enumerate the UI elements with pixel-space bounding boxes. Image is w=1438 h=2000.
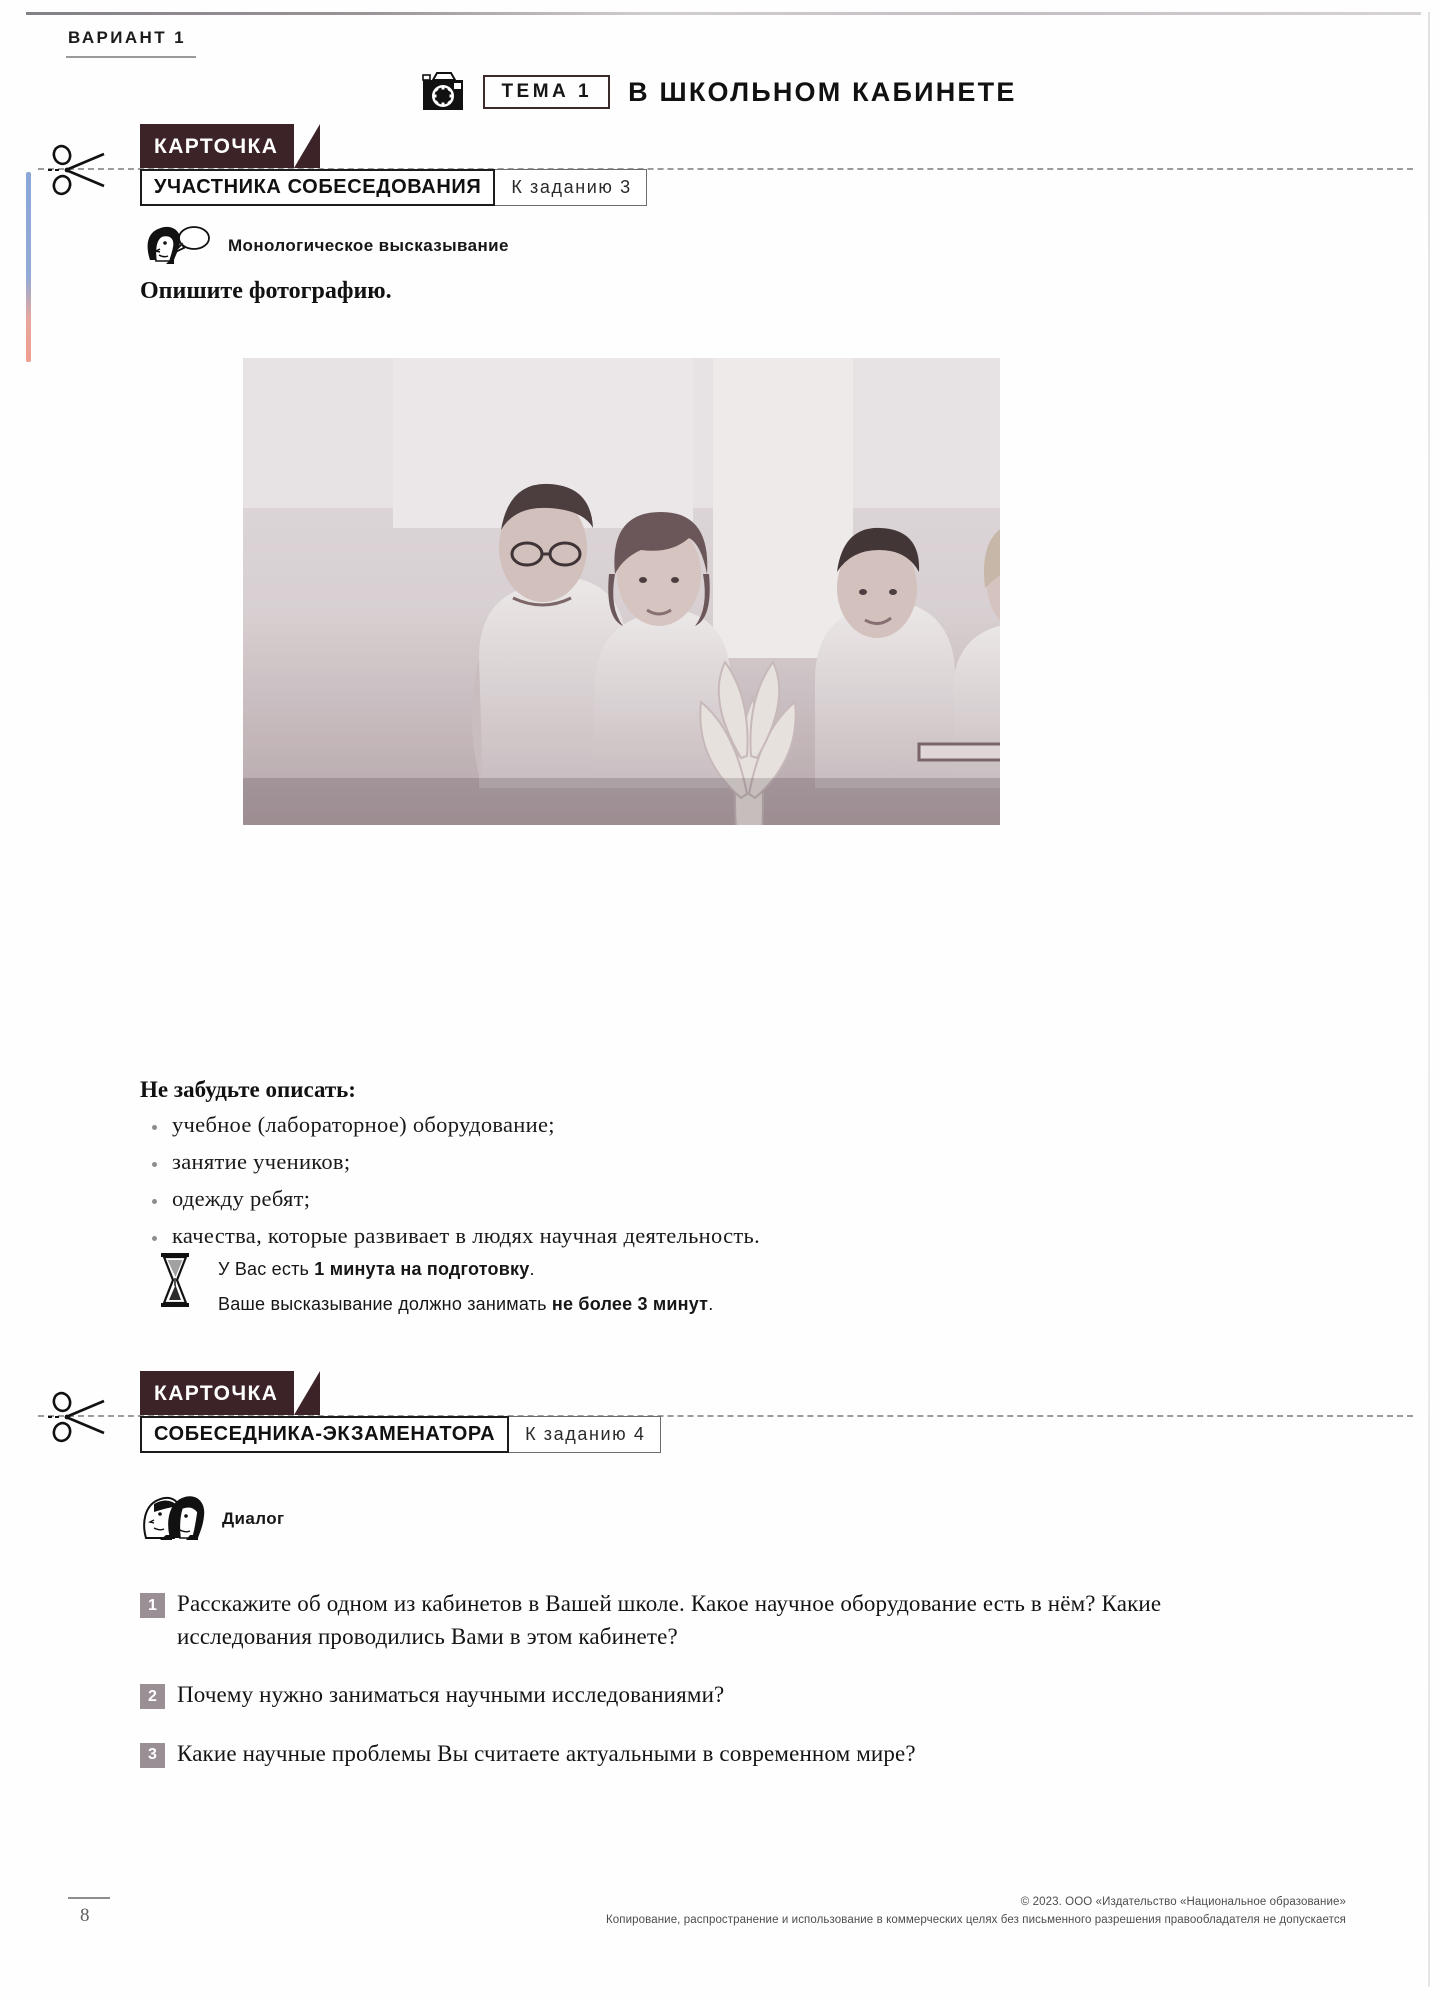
speak-time-line xyxy=(218,1287,713,1322)
copyright-line-2: Копирование, распространение и использование в коммерческих целях без письменного разрешения правообладателя не допускается xyxy=(606,1913,1346,1926)
list-item: учебное (лабораторное) оборудование; xyxy=(140,1112,760,1138)
prep-time-prefix: У Вас есть xyxy=(218,1259,315,1279)
question-number-badge: 3 xyxy=(140,1743,165,1768)
two-heads-dialog-icon xyxy=(140,1490,206,1547)
list-item: занятие учеников; xyxy=(140,1149,760,1175)
card-ribbon xyxy=(140,124,294,168)
ribbon-tail-shape xyxy=(294,124,320,168)
copyright-block xyxy=(606,1894,1346,1930)
question-number-badge: 1 xyxy=(140,1593,165,1618)
question-item xyxy=(140,1738,1260,1771)
copyright-line-1: © 2023. ООО «Издательство «Национальное образование» xyxy=(1020,1896,1346,1908)
question-item xyxy=(140,1679,1260,1712)
dialog-mode-label: Диалог xyxy=(222,1508,285,1528)
hourglass-icon xyxy=(158,1252,192,1313)
card-subtitle-row xyxy=(140,169,647,206)
prep-time-line xyxy=(218,1252,713,1287)
ribbon-tail-shape xyxy=(294,1371,320,1415)
variant-underline xyxy=(66,56,196,58)
monologue-mode-row xyxy=(140,220,509,271)
prep-time-value: 1 минута на подготовку xyxy=(314,1259,530,1279)
question-text: Расскажите об одном из кабинетов в Вашей школе. Какое научное оборудование есть в нём? Какие исследования проводились Вами в этом кабинете? xyxy=(177,1591,1162,1649)
dialog-questions xyxy=(140,1588,1260,1797)
lab-photo xyxy=(243,358,1000,825)
speak-time-value: не более 3 минут xyxy=(551,1294,709,1315)
describe-bullet-list xyxy=(140,1112,760,1260)
list-item: качества, которые развивает в людях научная деятельность. xyxy=(140,1223,760,1249)
footer-rule xyxy=(68,1897,110,1899)
list-item: одежду ребят; xyxy=(140,1186,760,1212)
scan-edge-top xyxy=(26,12,1421,15)
describe-heading: Не забудьте описать: xyxy=(140,1077,356,1102)
card-ribbon-label: КАРТОЧКА xyxy=(154,1381,279,1405)
scan-edge-right xyxy=(1428,12,1430,1987)
task-reference: К заданию 4 xyxy=(509,1416,660,1453)
card-ribbon-label: КАРТОЧКА xyxy=(154,134,279,158)
timing-lines xyxy=(218,1252,713,1322)
question-number-badge: 2 xyxy=(140,1684,165,1709)
variant-label: ВАРИАНТ 1 xyxy=(68,28,186,47)
prep-time-suffix: . xyxy=(529,1259,535,1279)
accent-gradient-bar xyxy=(26,172,31,362)
card-ribbon xyxy=(140,1371,294,1415)
page-title: В ШКОЛЬНОМ КАБИНЕТЕ xyxy=(628,76,1017,107)
page-number: 8 xyxy=(80,1905,90,1926)
speaking-head-icon xyxy=(140,220,212,271)
task-reference: К заданию 3 xyxy=(495,169,646,206)
card-subtitle: СОБЕСЕДНИКА-ЭКЗАМЕНАТОРА xyxy=(140,1416,509,1453)
card-subtitle: УЧАСТНИКА СОБЕСЕДОВАНИЯ xyxy=(140,169,495,206)
question-text: Какие научные проблемы Вы считаете актуальными в современном мире? xyxy=(177,1740,916,1766)
speak-time-prefix: Ваше высказывание должно занимать xyxy=(218,1294,552,1315)
question-text: Почему нужно заниматься научными исследованиями? xyxy=(177,1682,725,1708)
title-row xyxy=(0,72,1438,112)
monologue-mode-label: Монологическое высказывание xyxy=(228,235,509,255)
timing-block xyxy=(158,1252,713,1322)
speak-time-suffix: . xyxy=(708,1294,714,1315)
camera-icon xyxy=(421,72,465,112)
dialog-mode-row xyxy=(140,1490,284,1547)
theme-badge: ТЕМА 1 xyxy=(483,75,610,109)
question-item xyxy=(140,1588,1260,1653)
instruction-describe-photo: Опишите фотографию. xyxy=(140,278,392,304)
card-subtitle-row xyxy=(140,1416,661,1453)
